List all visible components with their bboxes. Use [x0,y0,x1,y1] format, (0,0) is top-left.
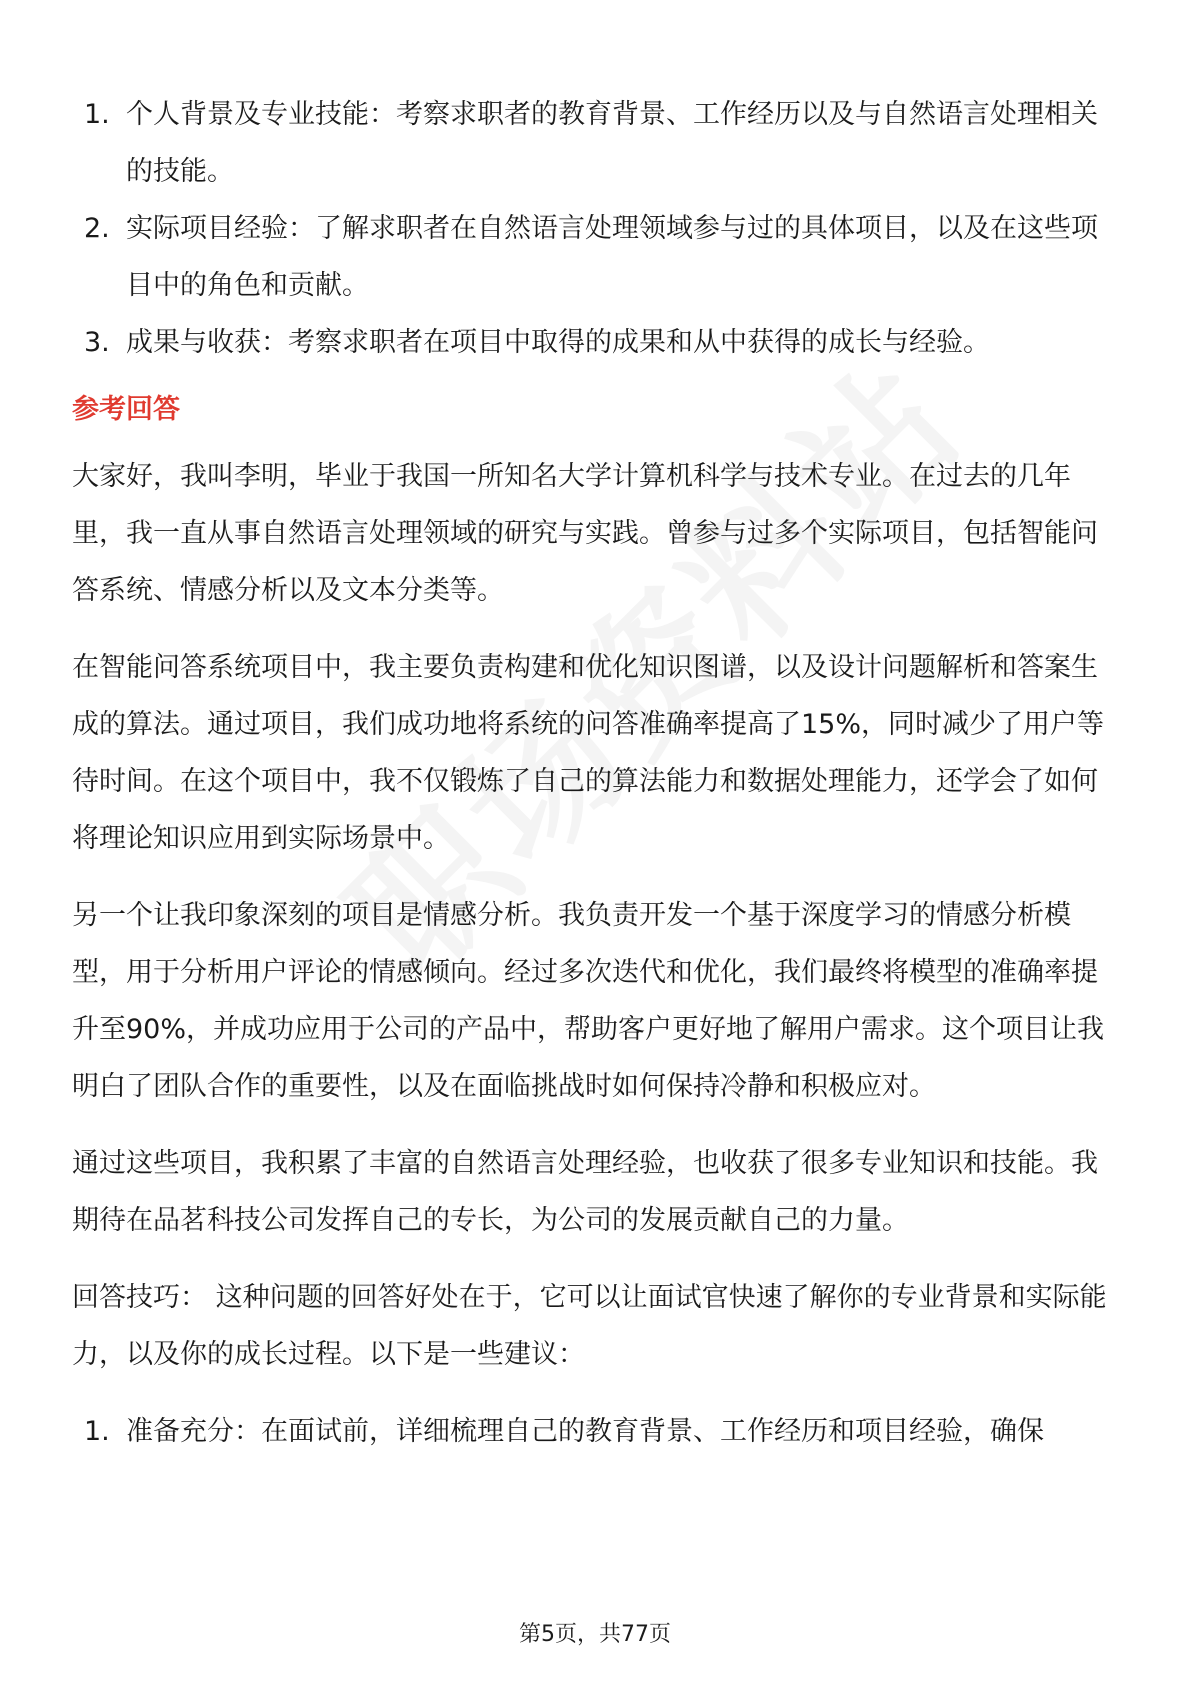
answer-heading: 参考回答 [72,394,180,425]
paragraph-intro: 大家好，我叫李明，毕业于我国一所知名大学计算机科学与技术专业。在过去的几年里，我一直从事自然语言处理领域的研究与实践。曾参与过多个实际项目，包括智能问答系统、情感分析以及文本分类等。 [72,461,1098,606]
list-item [72,314,1122,371]
list-text: 实际项目经验：了解求职者在自然语言处理领域参与过的具体项目，以及在这些项目中的角色和贡献。 [126,213,1098,301]
paragraph-summary: 通过这些项目，我积累了丰富的自然语言处理经验，也收获了很多专业知识和技能。我期待在品茗科技公司发挥自己的专长，为公司的发展贡献自己的力量。 [72,1148,1098,1236]
paragraph-tips-intro: 回答技巧： 这种问题的回答好处在于，它可以让面试官快速了解你的专业背景和实际能力，以及你的成长过程。以下是一些建议： [72,1282,1107,1370]
paragraph-qa-project: 在智能问答系统项目中，我主要负责构建和优化知识图谱，以及设计问题解析和答案生成的算法。通过项目，我们成功地将系统的问答准确率提高了15%，同时减少了用户等待时间。在这个项目中，我不仅锻炼了自己的算法能力和数据处理能力，还学会了如何将理论知识应用到实际场景中。 [72,652,1105,854]
list-number: 1. [84,1416,110,1447]
list-item [72,86,1122,200]
list-number: 1. [84,99,110,130]
list-text: 个人背景及专业技能：考察求职者的教育背景、工作经历以及与自然语言处理相关的技能。 [126,99,1098,187]
list-item [72,200,1122,314]
list-item [72,1403,1122,1460]
list-number: 3. [84,327,110,358]
list-text: 成果与收获：考察求职者在项目中取得的成果和从中获得的成长与经验。 [126,327,990,358]
list-text: 准备充分：在面试前，详细梳理自己的教育背景、工作经历和项目经验，确保 [126,1416,1044,1447]
focus-list [72,86,1122,371]
tips-list [72,1403,1122,1460]
list-number: 2. [84,213,110,244]
page-footer: 第5页，共77页 [519,1622,671,1647]
paragraph-sentiment-project: 另一个让我印象深刻的项目是情感分析。我负责开发一个基于深度学习的情感分析模型，用于分析用户评论的情感倾向。经过多次迭代和优化，我们最终将模型的准确率提升至90%，并成功应用于公司的产品中，帮助客户更好地了解用户需求。这个项目让我明白了团队合作的重要性，以及在面临挑战时如何保持冷静和积极应对。 [72,900,1105,1102]
page-content [72,86,1122,1460]
